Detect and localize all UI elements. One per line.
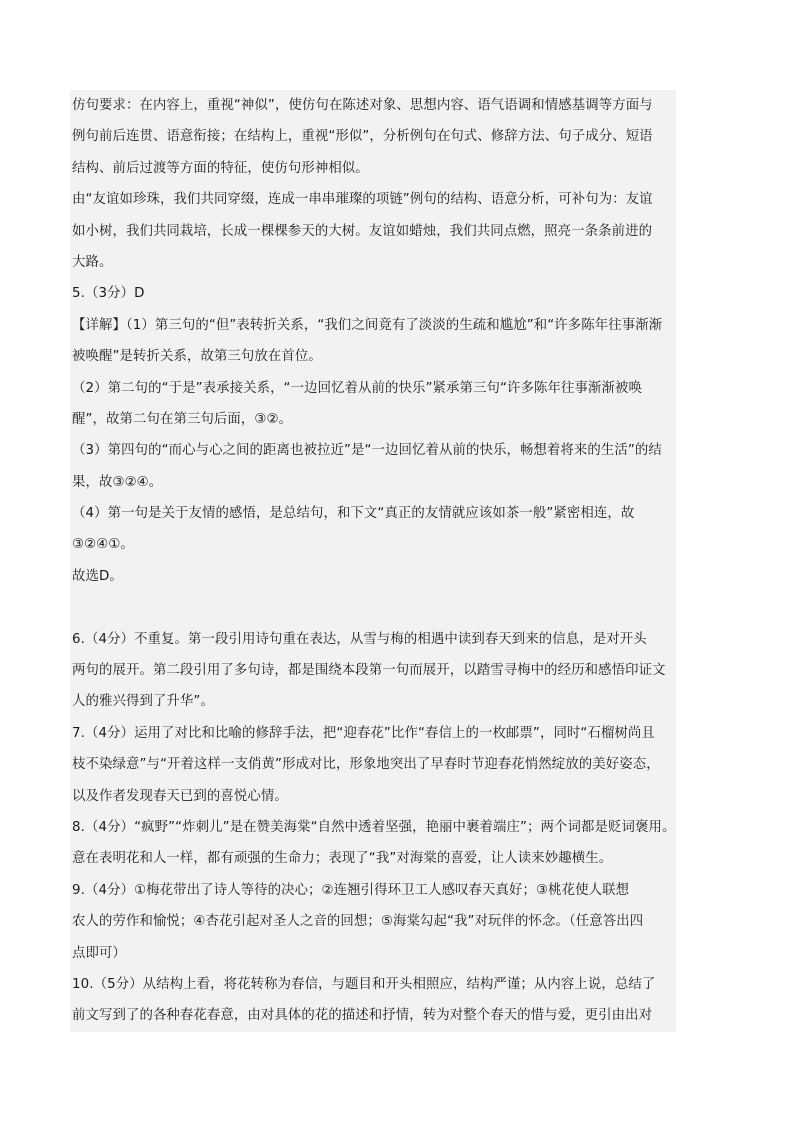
text-line: 结构、前后过渡等方面的特征，使仿句形神相似。 <box>70 153 676 184</box>
text-line: 两句的展开。第二段引用了多句诗，都是围绕本段第一句而展开，以踏雪寻梅中的经历和感悟印证文 <box>70 655 676 686</box>
text-line: （3）第四句的“而心与心之间的距离也被拉近”是“一边回忆着从前的快乐，畅想着将来的生活”的结 <box>70 435 676 466</box>
question-9-answer: 9.（4分）①梅花带出了诗人等待的决心；②连翘引得环卫工人感叹春天真好；③桃花使人联想 <box>70 875 676 906</box>
text-line: 大路。 <box>70 247 676 278</box>
text-line: 以及作者发现春天已到的喜悦心情。 <box>70 781 676 812</box>
text-line: 点即可） <box>70 938 676 969</box>
text-line: 故选D。 <box>70 561 676 592</box>
text-line: ③②④①。 <box>70 529 676 560</box>
text-line: 仿句要求：在内容上，重视“神似”，使仿句在陈述对象、思想内容、语气语调和情感基调等方面与 <box>70 90 676 121</box>
text-line: 由“友谊如珍珠，我们共同穿缀，连成一串串璀璨的项链”例句的结构、语意分析，可补句为：友谊 <box>70 184 676 215</box>
question-6-answer: 6.（4分）不重复。第一段引用诗句重在表达，从雪与梅的相遇中读到春天到来的信息，是对开头 <box>70 624 676 655</box>
text-line: 农人的劳作和愉悦；④杏花引起对圣人之音的回想；⑤海棠勾起“我”对玩伴的怀念。（任意答出四 <box>70 906 676 937</box>
text-line: 【详解】（1）第三句的“但”表转折关系，“我们之间竟有了淡淡的生疏和尴尬”和“许多陈年往事渐渐 <box>70 310 676 341</box>
text-line: 前文写到了的各种春花春意，由对具体的花的描述和抒情，转为对整个春天的惜与爱，更引由出对 <box>70 1000 676 1031</box>
question-5-answer: 5.（3分）D <box>70 278 676 309</box>
text-line: （2）第二句的“于是”表承接关系，“一边回忆着从前的快乐”紧承第三句“许多陈年往事渐渐被唤 <box>70 373 676 404</box>
text-line: 意在表明花和人一样，都有顽强的生命力；表现了“我”对海棠的喜爱，让人读来妙趣横生。 <box>70 843 676 874</box>
text-line: 如小树，我们共同栽培，长成一棵棵参天的大树。友谊如蜡烛，我们共同点燃，照亮一条条前进的 <box>70 216 676 247</box>
text-line: 醒”，故第二句在第三句后面，③②。 <box>70 404 676 435</box>
question-8-answer: 8.（4分）“疯野”“炸刺儿”是在赞美海棠“自然中透着坚强，艳丽中裹着端庄”；两个词都是贬词褒用。 <box>70 812 676 843</box>
question-10-answer: 10.（5分）从结构上看，将花转称为春信，与题目和开头相照应，结构严谨；从内容上说，总结了 <box>70 969 676 1000</box>
text-line: 人的雅兴得到了升华”。 <box>70 686 676 717</box>
text-line: 枝不染绿意”与“开着这样一支俏黄”形成对比，形象地突出了早春时节迎春花悄然绽放的美好姿态， <box>70 749 676 780</box>
blank-line <box>70 592 676 623</box>
text-line: （4）第一句是关于友情的感悟，是总结句，和下文“真正的友情就应该如茶一般”紧密相连，故 <box>70 498 676 529</box>
text-line: 例句前后连贯、语意衔接；在结构上，重视“形似”，分析例句在句式、修辞方法、句子成分、短语 <box>70 121 676 152</box>
text-line: 被唤醒”是转折关系，故第三句放在首位。 <box>70 341 676 372</box>
answer-text-block <box>70 90 676 1032</box>
text-line: 果，故③②④。 <box>70 467 676 498</box>
question-7-answer: 7.（4分）运用了对比和比喻的修辞手法，把“迎春花”比作“春信上的一枚邮票”，同时“石榴树尚且 <box>70 718 676 749</box>
